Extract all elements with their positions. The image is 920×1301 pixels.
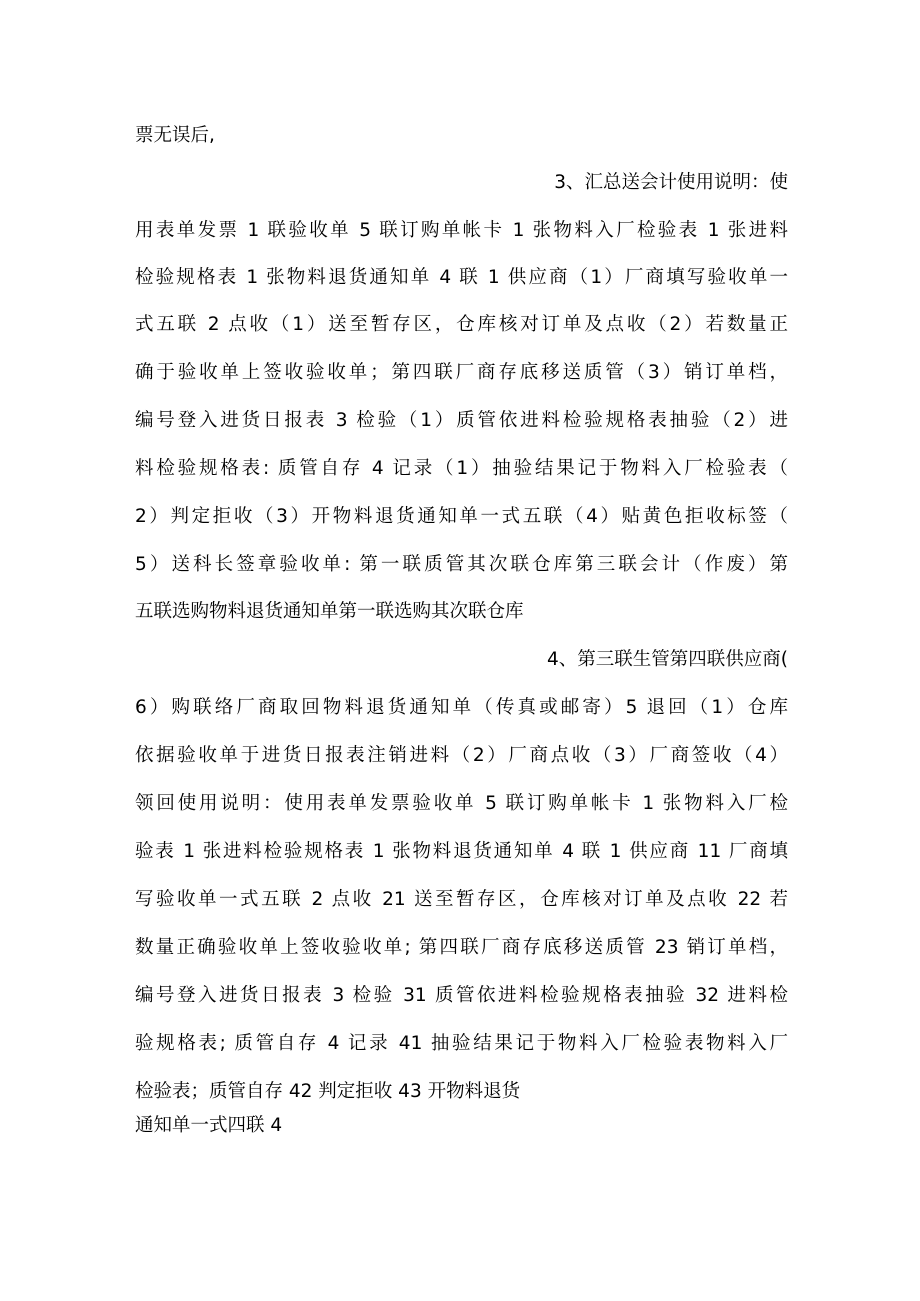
text-line-12: 4、第三联生管第四联供应商( — [547, 649, 788, 670]
text-line-13: 6）购联络厂商取回物料退货通知单（传真或邮寄）5 退回（1）仓库 — [135, 697, 788, 718]
text-line-1: 票无误后, — [135, 125, 215, 146]
text-line-9: 2）判定拒收（3）开物料退货通知单一式五联（4）贴黄色拒收标签（ — [135, 506, 788, 527]
text-line-16: 验表 1 张进料检验规格表 1 张物料退货通知单 4 联 1 供应商 11 厂商填 — [135, 841, 788, 862]
text-line-22: 通知单一式四联 4 — [135, 1115, 283, 1136]
text-line-4: 检验规格表 1 张物料退货通知单 4 联 1 供应商（1）厂商填写验收单一 — [135, 267, 788, 288]
text-line-20: 验规格表; 质管自存 4 记录 41 抽验结果记于物料入厂检验表物料入厂 — [135, 1033, 788, 1054]
text-line-19: 编号登入进货日报表 3 检验 31 质管依进料检验规格表抽验 32 进料检 — [135, 985, 788, 1006]
text-line-17: 写验收单一式五联 2 点收 21 送至暂存区，仓库核对订单及点收 22 若 — [135, 889, 788, 910]
text-line-8: 料检验规格表: 质管自存 4 记录（1）抽验结果记于物料入厂检验表（ — [135, 458, 788, 479]
text-line-7: 编号登入进货日报表 3 检验（1）质管依进料检验规格表抽验（2）进 — [135, 410, 788, 431]
text-line-2: 3、汇总送会计使用说明：使 — [554, 172, 788, 193]
text-line-18: 数量正确验收单上签收验收单; 第四联厂商存底移送质管 23 销订单档， — [135, 937, 788, 958]
text-line-5: 式五联 2 点收（1）送至暂存区，仓库核对订单及点收（2）若数量正 — [135, 314, 788, 335]
text-line-14: 依据验收单于进货日报表注销进料（2）厂商点收（3）厂商签收（4） — [135, 745, 788, 766]
text-line-6: 确于验收单上签收验收单；第四联厂商存底移送质管（3）销订单档， — [135, 362, 788, 383]
text-line-21: 检验表；质管自存 42 判定拒收 43 开物料退货 — [135, 1081, 521, 1102]
text-line-3: 用表单发票 1 联验收单 5 联订购单帐卡 1 张物料入厂检验表 1 张进料 — [135, 220, 788, 241]
text-line-11: 五联选购物料退货通知单第一联选购其次联仓库 — [135, 601, 524, 622]
text-line-15: 领回使用说明：使用表单发票验收单 5 联订购单帐卡 1 张物料入厂检 — [135, 793, 788, 814]
text-line-10: 5）送科长签章验收单: 第一联质管其次联仓库第三联会计（作废）第 — [135, 554, 788, 575]
